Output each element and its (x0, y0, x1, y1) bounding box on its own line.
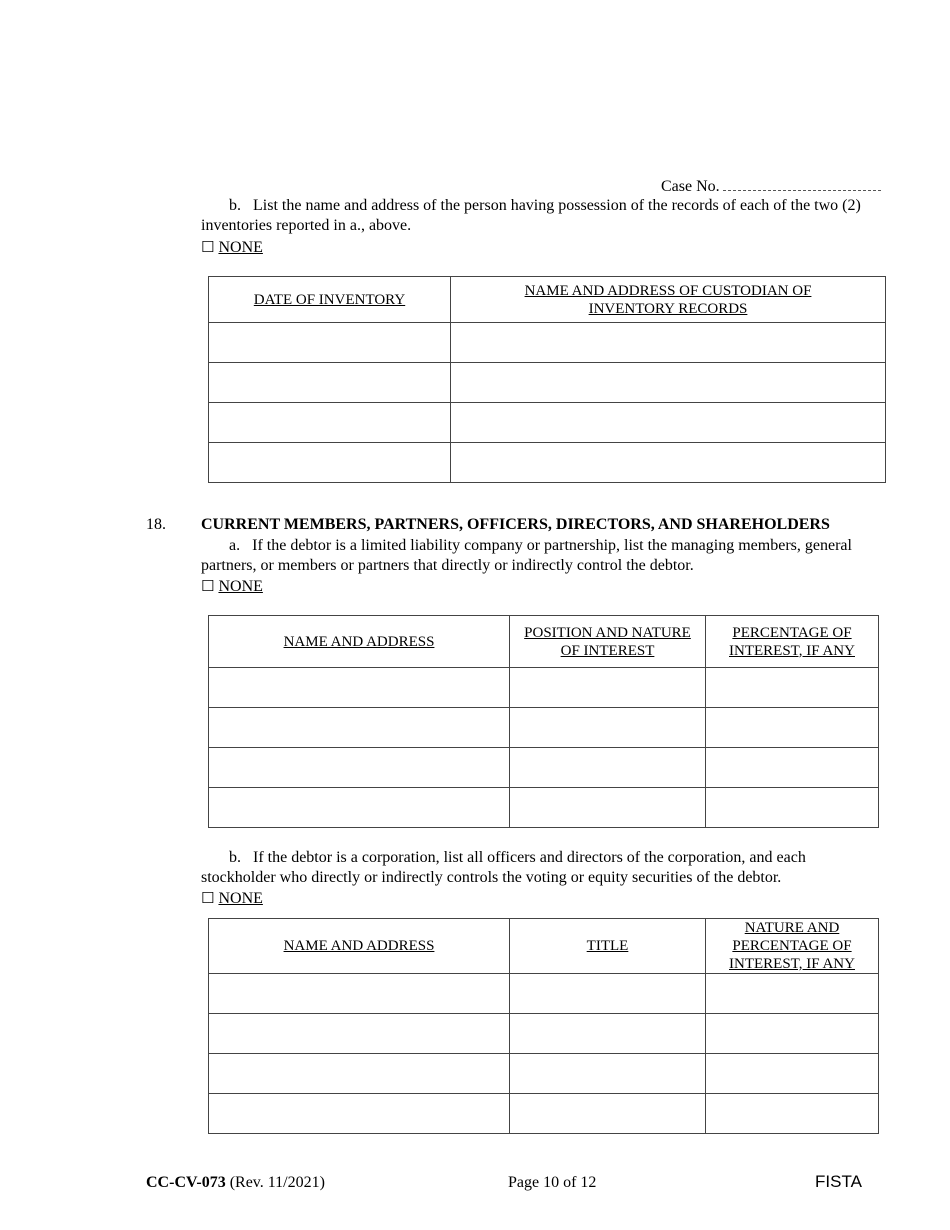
checkbox-icon[interactable]: ☐ (201, 889, 215, 907)
section-17b-instructions (201, 196, 911, 236)
table-cell[interactable] (209, 443, 451, 483)
table-cell[interactable] (209, 1014, 510, 1054)
column-header: POSITION AND NATURE OF INTEREST (510, 616, 706, 668)
table-cell[interactable] (510, 748, 706, 788)
page-number: Page 10 of 12 (508, 1174, 597, 1191)
table-cell[interactable] (209, 403, 451, 443)
section-18b-text: If the debtor is a corporation, list all officers and directors of the corporation, and each stockholder who directly or indirectly controls the voting or equity securities of the debtor. (201, 849, 806, 886)
checkbox-icon[interactable]: ☐ (201, 238, 215, 256)
table-cell[interactable] (510, 1054, 706, 1094)
form-revision: (Rev. 11/2021) (229, 1174, 325, 1191)
section-18b-instructions (201, 848, 861, 888)
table-cell[interactable] (209, 1054, 510, 1094)
section-18a-instructions (201, 536, 906, 576)
column-header: NAME AND ADDRESS (209, 616, 510, 668)
column-header: TITLE (510, 919, 706, 974)
table-cell[interactable] (706, 748, 879, 788)
table-row (209, 403, 886, 443)
members-partners-table (208, 615, 879, 828)
none-label: NONE (218, 578, 263, 595)
checkbox-icon[interactable]: ☐ (201, 577, 215, 595)
table-cell[interactable] (706, 1014, 879, 1054)
footer-form-id (146, 1173, 325, 1193)
table-cell[interactable] (510, 708, 706, 748)
table-row (209, 788, 879, 828)
table-cell[interactable] (706, 974, 879, 1014)
table-cell[interactable] (451, 323, 886, 363)
case-number-field[interactable] (723, 176, 881, 191)
section-18-number: 18. (146, 516, 166, 533)
column-header: NATURE AND PERCENTAGE OF INTEREST, IF ANY (706, 919, 879, 974)
table-row (209, 708, 879, 748)
table-cell[interactable] (209, 788, 510, 828)
section-18a-marker: a. (229, 537, 241, 554)
column-header: PERCENTAGE OF INTEREST, IF ANY (706, 616, 879, 668)
table-cell[interactable] (706, 788, 879, 828)
section-17b-none-option[interactable] (201, 237, 263, 258)
section-17b-text: List the name and address of the person having possession of the records of each of the two (2) inventories reported in a., above. (201, 197, 861, 234)
table-row (209, 1014, 879, 1054)
form-number: CC-CV-073 (146, 1174, 226, 1191)
table-cell[interactable] (209, 323, 451, 363)
table-cell[interactable] (510, 668, 706, 708)
table-cell[interactable] (706, 668, 879, 708)
table-cell[interactable] (706, 708, 879, 748)
table-row (209, 363, 886, 403)
table-row (209, 323, 886, 363)
column-header: NAME AND ADDRESS OF CUSTODIAN OF INVENTORY RECORDS (451, 277, 886, 323)
table-cell[interactable] (209, 1094, 510, 1134)
table-cell[interactable] (451, 363, 886, 403)
table-cell[interactable] (510, 788, 706, 828)
column-header: DATE OF INVENTORY (209, 277, 451, 323)
table-row (209, 748, 879, 788)
table-row (209, 1054, 879, 1094)
table-cell[interactable] (510, 1094, 706, 1134)
table-cell[interactable] (209, 668, 510, 708)
section-18b-none-option[interactable] (201, 888, 263, 909)
table-cell[interactable] (451, 403, 886, 443)
table-cell[interactable] (510, 974, 706, 1014)
table-row (209, 443, 886, 483)
section-18a-none-option[interactable] (201, 576, 263, 597)
table-cell[interactable] (209, 363, 451, 403)
section-17b-marker: b. (229, 197, 241, 214)
table-row (209, 1094, 879, 1134)
section-18b-marker: b. (229, 849, 241, 866)
inventory-custodian-table (208, 276, 886, 483)
section-18a-text: If the debtor is a limited liability company or partnership, list the managing members, general partners, or members or partners that directly or indirectly control the debtor. (201, 537, 852, 574)
footer-brand: FISTA (815, 1172, 862, 1191)
table-cell[interactable] (706, 1054, 879, 1094)
none-label: NONE (218, 890, 263, 907)
table-cell[interactable] (451, 443, 886, 483)
section-18-title: CURRENT MEMBERS, PARTNERS, OFFICERS, DIRECTORS, AND SHAREHOLDERS (201, 516, 830, 533)
officers-directors-table (208, 918, 879, 1134)
table-row (209, 974, 879, 1014)
table-row (209, 668, 879, 708)
table-cell[interactable] (209, 748, 510, 788)
none-label: NONE (218, 239, 263, 256)
table-cell[interactable] (209, 974, 510, 1014)
table-cell[interactable] (706, 1094, 879, 1134)
case-number (661, 176, 881, 197)
table-cell[interactable] (209, 708, 510, 748)
column-header: NAME AND ADDRESS (209, 919, 510, 974)
case-number-label: Case No. (661, 178, 720, 195)
table-cell[interactable] (510, 1014, 706, 1054)
